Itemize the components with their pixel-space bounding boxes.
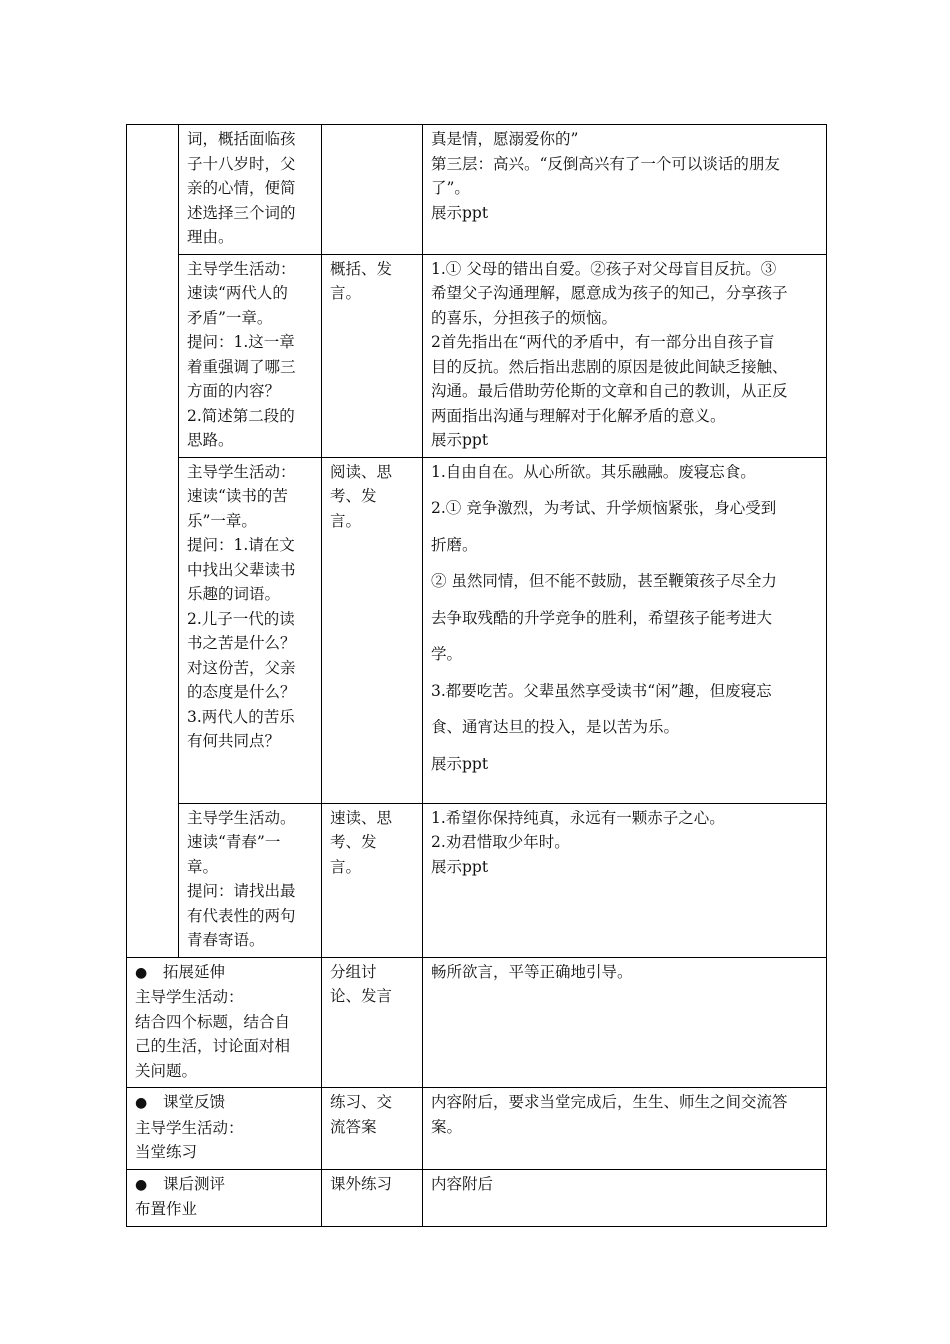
text-line: 3.都要吃苦。父辈虽然享受读书“闲”趣，但废寝忘 — [431, 681, 772, 700]
text-line: 思路。 — [187, 431, 234, 449]
text-line: 结合四个标题，结合自 — [135, 1012, 291, 1031]
text-line: 内容附后，要求当堂完成后，生生、师生之间交流答 — [431, 1093, 788, 1111]
text-line: 案。 — [431, 1117, 463, 1136]
text-line: 子十八岁时，父 — [187, 154, 296, 173]
text-line: 乐趣的词语。 — [187, 585, 281, 603]
text-line: 述选择三个词的 — [187, 203, 296, 222]
text-line: 对这份苦，父亲 — [187, 658, 296, 677]
text-line: 阅读、思 — [330, 462, 393, 481]
text-line: 概括、发 — [330, 259, 393, 278]
text-line: 有何共同点？ — [187, 732, 281, 750]
text-line: 1.自由自在。从心所欲。其乐融融。废寝忘食。 — [431, 462, 756, 481]
text-line: 布置作业 — [135, 1200, 198, 1218]
text-line: 考、发 — [330, 487, 377, 505]
activity-cell — [179, 803, 322, 957]
text-line: 沟通。最后借助劳伦斯的文章和自己的教训，从正反 — [431, 382, 788, 400]
text-line: 了”。 — [431, 179, 470, 197]
text-line: 速读“读书的苦 — [187, 487, 288, 505]
text-line: 展示ppt — [431, 431, 489, 449]
text-line: 1.希望你保持纯真，永远有一颗赤子之心。 — [431, 808, 725, 827]
section-cell — [127, 1088, 322, 1170]
content-cell — [423, 957, 827, 1088]
text-line: 主导学生活动： — [135, 1118, 244, 1137]
lesson-plan-table — [126, 124, 827, 1227]
text-line: 己的生活，讨论面对相 — [135, 1037, 291, 1055]
text-line: 1.① 父母的错出自爱。②孩子对父母盲目反抗。③ — [431, 259, 777, 278]
activity-cell — [179, 125, 322, 255]
text-line: 分组讨 — [330, 962, 377, 981]
section-title: 拓展延伸 — [163, 962, 226, 981]
text-line: ② 虽然同情，但不能不鼓励，甚至鞭策孩子尽全力 — [431, 572, 777, 590]
text-line: 中找出父辈读书 — [187, 560, 296, 579]
method-cell — [322, 1169, 423, 1226]
text-line: 主导学生活动： — [187, 462, 296, 481]
text-line: 理由。 — [187, 228, 234, 246]
text-line: 主导学生活动。 — [187, 808, 296, 827]
text-line: 2.简述第二段的 — [187, 406, 295, 425]
text-line: 关问题。 — [135, 1061, 198, 1080]
method-cell — [322, 254, 423, 457]
section-cell — [127, 1169, 322, 1226]
bullet-icon: ● — [135, 1176, 148, 1193]
text-line: 目的反抗。然后指出悲剧的原因是彼此间缺乏接触、 — [431, 357, 788, 376]
section-heading — [135, 1172, 313, 1198]
text-line: 希望父子沟通理解，愿意成为孩子的知己，分享孩子 — [431, 284, 788, 302]
text-line: 课外练习 — [330, 1174, 393, 1193]
text-line: 章。 — [187, 857, 219, 876]
text-line: 提问：请找出最 — [187, 882, 296, 900]
text-line: 主导学生活动： — [187, 259, 296, 278]
table-row — [127, 1169, 827, 1226]
text-line: 练习、交 — [330, 1093, 393, 1111]
text-line: 方面的内容？ — [187, 382, 281, 400]
text-line: 两面指出沟通与理解对于化解矛盾的意义。 — [431, 406, 726, 425]
content-cell — [423, 457, 827, 803]
text-line: 言。 — [330, 284, 362, 302]
text-line: 考、发 — [330, 833, 377, 851]
text-line: 的喜乐，分担孩子的烦恼。 — [431, 308, 618, 327]
table-row — [127, 957, 827, 1088]
table-row — [127, 457, 827, 803]
method-cell — [322, 125, 423, 255]
section-title: 课后测评 — [163, 1174, 226, 1193]
table-row — [127, 803, 827, 957]
text-line: 畅所欲言，平等正确地引导。 — [431, 962, 633, 981]
section-cell — [127, 957, 322, 1088]
text-line: 词，概括面临孩 — [187, 130, 296, 148]
text-line: 内容附后 — [431, 1174, 494, 1193]
text-line: 展示ppt — [431, 857, 489, 876]
text-line: 真是情，愿溺爱你的” — [431, 130, 579, 148]
table-row — [127, 1088, 827, 1170]
content-cell — [423, 1088, 827, 1170]
method-cell — [322, 457, 423, 803]
text-line: 速读“两代人的 — [187, 284, 288, 302]
table-row — [127, 125, 827, 255]
text-line: 言。 — [330, 857, 362, 876]
section-heading — [135, 1090, 313, 1116]
text-line: 当堂练习 — [135, 1143, 198, 1161]
text-line: 2.① 竞争激烈，为考试、升学烦恼紧张，身心受到 — [431, 499, 777, 517]
method-cell — [322, 957, 423, 1088]
text-line: 提问：1.这一章 — [187, 333, 295, 351]
text-line: 有代表性的两句 — [187, 906, 296, 925]
text-line: 速读、思 — [330, 808, 393, 827]
text-line: 速读“青春”一 — [187, 833, 281, 851]
content-cell — [423, 254, 827, 457]
section-heading — [135, 960, 313, 986]
table-row — [127, 254, 827, 457]
text-line: 流答案 — [330, 1117, 377, 1136]
text-line: 第三层：高兴。“反倒高兴有了一个可以谈话的朋友 — [431, 154, 780, 173]
text-line: 矛盾”一章。 — [187, 308, 273, 327]
content-cell — [423, 803, 827, 957]
content-cell — [423, 1169, 827, 1226]
text-line: 青春寄语。 — [187, 931, 265, 949]
text-line: 书之苦是什么？ — [187, 634, 296, 652]
text-line: 展示ppt — [431, 203, 489, 222]
text-line: 着重强调了哪三 — [187, 357, 296, 376]
method-cell — [322, 1088, 423, 1170]
bullet-icon: ● — [135, 964, 148, 981]
text-line: 2.劝君惜取少年时。 — [431, 833, 570, 851]
content-cell — [423, 125, 827, 255]
text-line: 言。 — [330, 511, 362, 530]
text-line: 3.两代人的苦乐 — [187, 707, 295, 726]
activity-cell — [179, 457, 322, 803]
text-line: 2.儿子一代的读 — [187, 609, 295, 628]
text-line: 去争取残酷的升学竞争的胜利，希望孩子能考进大 — [431, 608, 773, 627]
text-line: 提问：1.请在文 — [187, 536, 295, 554]
text-line: 乐”一章。 — [187, 511, 257, 530]
activity-cell — [179, 254, 322, 457]
text-line: 2首先指出在“两代的矛盾中，有一部分出自孩子盲 — [431, 333, 775, 351]
text-line: 主导学生活动： — [135, 988, 244, 1006]
text-line: 论、发言 — [330, 987, 393, 1005]
section-title: 课堂反馈 — [163, 1093, 226, 1111]
text-line: 学。 — [431, 645, 463, 663]
text-line: 展示ppt — [431, 754, 489, 773]
bullet-icon: ● — [135, 1095, 148, 1111]
blank-cell — [127, 125, 179, 958]
text-line: 食、通宵达旦的投入，是以苦为乐。 — [431, 718, 680, 736]
text-line: 折磨。 — [431, 535, 478, 554]
method-cell — [322, 803, 423, 957]
text-line: 亲的心情，便简 — [187, 179, 296, 197]
text-line: 的态度是什么？ — [187, 683, 296, 701]
